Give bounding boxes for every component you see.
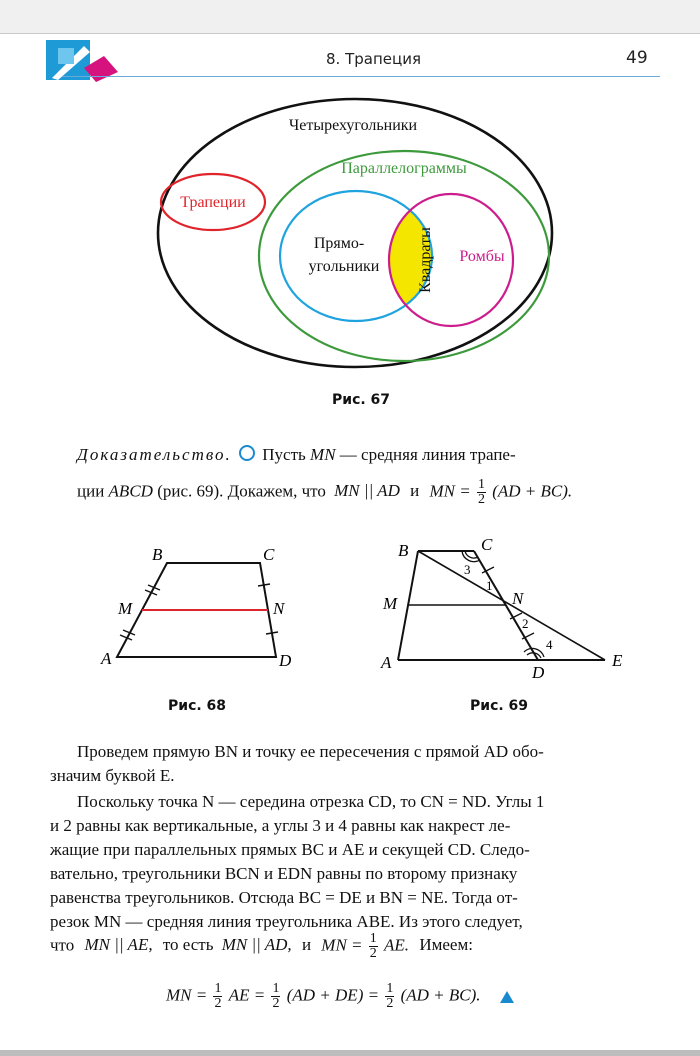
page-number: 49: [626, 48, 648, 68]
label-parallelograms: Параллелограммы: [341, 160, 467, 177]
chapter-title: 8. Трапеция: [326, 50, 421, 68]
proof-word: Доказательство.: [77, 445, 232, 464]
fig68-label-d: D: [279, 651, 292, 670]
fig68-label-n: N: [273, 599, 285, 618]
fraction-half: $\frac{1}{2}$: [477, 477, 485, 507]
fig68-label-a: A: [101, 649, 112, 668]
fig68-label-b: B: [152, 545, 163, 564]
body-line-5: жащие при параллельных прямых BC и AE и секущей CD. Следо-: [50, 840, 530, 859]
label-rhombi: Ромбы: [459, 248, 505, 265]
body-line-6: вательно, треугольники BCN и EDN равны по второму признаку: [50, 864, 518, 883]
fig69-label-c: C: [481, 535, 493, 554]
label-rectangles-1: Прямо-: [313, 235, 365, 252]
fig69-label-n: N: [512, 589, 524, 608]
figure-68-caption: Рис. 68: [168, 698, 227, 714]
proof-line-2: ции ABCD (рис. 69). Докажем, что MN || AD и MN = $\frac{1}{2}$ (AD + BC).: [77, 477, 573, 507]
body-line-3: Поскольку точка N — середина отрезка CD, то CN = ND. Углы 1: [77, 792, 545, 811]
fig68-label-c: C: [263, 545, 275, 564]
fig69-label-e: E: [612, 651, 623, 670]
body-line-7: равенства треугольников. Отсюда BC = DE и BN = NE. Тогда от-: [50, 888, 518, 907]
label-squares: Квадраты: [417, 227, 434, 293]
final-equation: MN = $\frac{1}{2}$ AE = $\frac{1}{2}$ (AD + DE) = $\frac{1}{2}$ (AD + BC).: [166, 982, 515, 1011]
figure-69-caption: Рис. 69: [470, 698, 529, 714]
figure-67-caption: Рис. 67: [332, 392, 391, 408]
fig68-label-m: M: [118, 599, 133, 618]
fig69-angle-1: 1: [486, 578, 493, 593]
fig69-label-a: A: [381, 653, 392, 672]
label-rectangles-2: угольники: [308, 258, 380, 275]
body-line-4: и 2 равны как вертикальные, а углы 3 и 4 равны как накрест ле-: [50, 816, 511, 835]
label-trapezoids: Трапеции: [180, 194, 246, 211]
fig69-label-b: B: [398, 541, 409, 560]
body-line-9: что MN || AE, то есть MN || AD, и MN = $\frac{1}{2}$ AE. Имеем:: [50, 931, 473, 961]
label-quadrilaterals: Четырехугольники: [288, 117, 418, 134]
proof-line-1: Доказательство. Пусть MN — средняя линия трапе-: [77, 445, 516, 464]
fig69-angle-4: 4: [546, 637, 553, 652]
fig69-label-m: M: [383, 594, 398, 613]
fig69-angle-2: 2: [522, 616, 529, 631]
body-line-1: Проведем прямую BN и точку ее пересечения с прямой AD обо-: [77, 742, 544, 761]
end-of-proof-icon: [499, 990, 515, 1004]
body-line-8: резок MN — средняя линия треугольника ABE. Из этого следует,: [50, 912, 523, 931]
fig69-label-d: D: [532, 663, 545, 682]
fig69-angle-3: 3: [464, 562, 471, 577]
body-line-2: значим буквой E.: [50, 766, 175, 785]
